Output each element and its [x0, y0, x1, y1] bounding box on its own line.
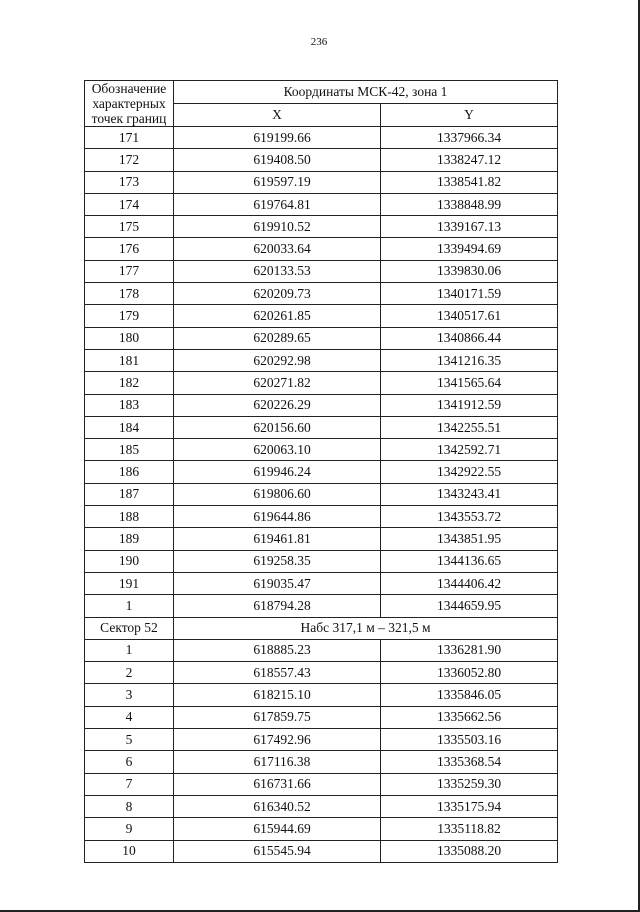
point-cell: 188 [85, 506, 174, 528]
y-cell: 1338541.82 [381, 171, 558, 193]
table-row [85, 706, 558, 728]
y-cell: 1344136.65 [381, 550, 558, 572]
table-body-part1 [85, 127, 558, 618]
point-cell: 10 [85, 840, 174, 862]
y-cell: 1341565.64 [381, 372, 558, 394]
point-cell: 9 [85, 818, 174, 840]
table-row [85, 349, 558, 371]
y-cell: 1335259.30 [381, 773, 558, 795]
sector-row [85, 617, 558, 639]
x-cell: 620156.60 [174, 416, 381, 438]
point-cell: 183 [85, 394, 174, 416]
table-row [85, 528, 558, 550]
point-cell: 177 [85, 260, 174, 282]
x-cell: 619764.81 [174, 193, 381, 215]
point-cell: 178 [85, 283, 174, 305]
x-cell: 620292.98 [174, 349, 381, 371]
y-cell: 1335846.05 [381, 684, 558, 706]
x-cell: 619910.52 [174, 216, 381, 238]
y-cell: 1344659.95 [381, 595, 558, 617]
x-cell: 618557.43 [174, 662, 381, 684]
table-row [85, 684, 558, 706]
table-header-row [85, 81, 558, 104]
point-cell: 8 [85, 795, 174, 817]
point-label-header: Обозначение характерных точек границ [85, 81, 174, 127]
y-cell: 1343851.95 [381, 528, 558, 550]
x-cell: 620033.64 [174, 238, 381, 260]
x-cell: 616340.52 [174, 795, 381, 817]
y-cell: 1337966.34 [381, 127, 558, 149]
table-row [85, 439, 558, 461]
table-row [85, 260, 558, 282]
table-row [85, 461, 558, 483]
point-cell: 190 [85, 550, 174, 572]
y-cell: 1339494.69 [381, 238, 558, 260]
y-cell: 1342922.55 [381, 461, 558, 483]
x-cell: 619035.47 [174, 572, 381, 594]
x-cell: 619946.24 [174, 461, 381, 483]
y-cell: 1344406.42 [381, 572, 558, 594]
sector-label: Сектор 52 [85, 617, 174, 639]
x-cell: 615944.69 [174, 818, 381, 840]
point-cell: 4 [85, 706, 174, 728]
table-row [85, 639, 558, 661]
point-cell: 176 [85, 238, 174, 260]
y-column-header: Y [381, 104, 558, 127]
y-cell: 1338247.12 [381, 149, 558, 171]
point-cell: 173 [85, 171, 174, 193]
y-cell: 1343553.72 [381, 506, 558, 528]
table-row [85, 595, 558, 617]
table-row [85, 773, 558, 795]
table-row [85, 193, 558, 215]
x-cell: 620133.53 [174, 260, 381, 282]
point-cell: 180 [85, 327, 174, 349]
point-cell: 2 [85, 662, 174, 684]
y-cell: 1335175.94 [381, 795, 558, 817]
y-cell: 1335503.16 [381, 729, 558, 751]
x-cell: 617116.38 [174, 751, 381, 773]
point-cell: 191 [85, 572, 174, 594]
page-number: 236 [310, 36, 328, 48]
y-cell: 1340517.61 [381, 305, 558, 327]
point-cell: 186 [85, 461, 174, 483]
x-cell: 617492.96 [174, 729, 381, 751]
x-cell: 620063.10 [174, 439, 381, 461]
point-cell: 172 [85, 149, 174, 171]
point-cell: 171 [85, 127, 174, 149]
y-cell: 1343243.41 [381, 483, 558, 505]
table-row [85, 818, 558, 840]
table-row [85, 416, 558, 438]
y-cell: 1335088.20 [381, 840, 558, 862]
point-cell: 175 [85, 216, 174, 238]
point-cell: 182 [85, 372, 174, 394]
y-cell: 1339830.06 [381, 260, 558, 282]
x-cell: 619461.81 [174, 528, 381, 550]
point-cell: 5 [85, 729, 174, 751]
point-cell: 181 [85, 349, 174, 371]
y-cell: 1340171.59 [381, 283, 558, 305]
x-cell: 619597.19 [174, 171, 381, 193]
y-cell: 1340866.44 [381, 327, 558, 349]
x-cell: 619199.66 [174, 127, 381, 149]
y-cell: 1341216.35 [381, 349, 558, 371]
table-row [85, 127, 558, 149]
table-row [85, 795, 558, 817]
coordinate-system-header: Координаты МСК-42, зона 1 [174, 81, 558, 104]
table-row [85, 216, 558, 238]
table-row [85, 840, 558, 862]
y-cell: 1335662.56 [381, 706, 558, 728]
x-cell: 620209.73 [174, 283, 381, 305]
point-cell: 1 [85, 595, 174, 617]
sector-elevation: Набс 317,1 м – 321,5 м [174, 617, 558, 639]
point-cell: 187 [85, 483, 174, 505]
y-cell: 1336281.90 [381, 639, 558, 661]
y-cell: 1342255.51 [381, 416, 558, 438]
x-cell: 620261.85 [174, 305, 381, 327]
x-cell: 618794.28 [174, 595, 381, 617]
point-cell: 185 [85, 439, 174, 461]
table-row [85, 572, 558, 594]
x-cell: 619644.86 [174, 506, 381, 528]
point-cell: 7 [85, 773, 174, 795]
x-cell: 620289.65 [174, 327, 381, 349]
sector-section [85, 617, 558, 639]
table-row [85, 283, 558, 305]
y-cell: 1335368.54 [381, 751, 558, 773]
table-row [85, 729, 558, 751]
x-cell: 615545.94 [174, 840, 381, 862]
table-body-part2 [85, 639, 558, 862]
table-row [85, 372, 558, 394]
point-cell: 184 [85, 416, 174, 438]
x-cell: 619408.50 [174, 149, 381, 171]
x-cell: 616731.66 [174, 773, 381, 795]
y-cell: 1336052.80 [381, 662, 558, 684]
x-column-header: X [174, 104, 381, 127]
table-row [85, 305, 558, 327]
table-row [85, 550, 558, 572]
y-cell: 1339167.13 [381, 216, 558, 238]
table-row [85, 238, 558, 260]
table-row [85, 751, 558, 773]
x-cell: 620271.82 [174, 372, 381, 394]
table-row [85, 394, 558, 416]
coordinates-table [84, 80, 558, 863]
point-cell: 179 [85, 305, 174, 327]
table-row [85, 327, 558, 349]
x-cell: 618885.23 [174, 639, 381, 661]
point-cell: 174 [85, 193, 174, 215]
y-cell: 1335118.82 [381, 818, 558, 840]
y-cell: 1341912.59 [381, 394, 558, 416]
table-row [85, 506, 558, 528]
x-cell: 619258.35 [174, 550, 381, 572]
table-row [85, 149, 558, 171]
y-cell: 1342592.71 [381, 439, 558, 461]
table-row [85, 483, 558, 505]
x-cell: 620226.29 [174, 394, 381, 416]
table-row [85, 662, 558, 684]
x-cell: 618215.10 [174, 684, 381, 706]
point-cell: 189 [85, 528, 174, 550]
y-cell: 1338848.99 [381, 193, 558, 215]
point-cell: 6 [85, 751, 174, 773]
x-cell: 619806.60 [174, 483, 381, 505]
point-cell: 3 [85, 684, 174, 706]
point-cell: 1 [85, 639, 174, 661]
table-row [85, 171, 558, 193]
x-cell: 617859.75 [174, 706, 381, 728]
